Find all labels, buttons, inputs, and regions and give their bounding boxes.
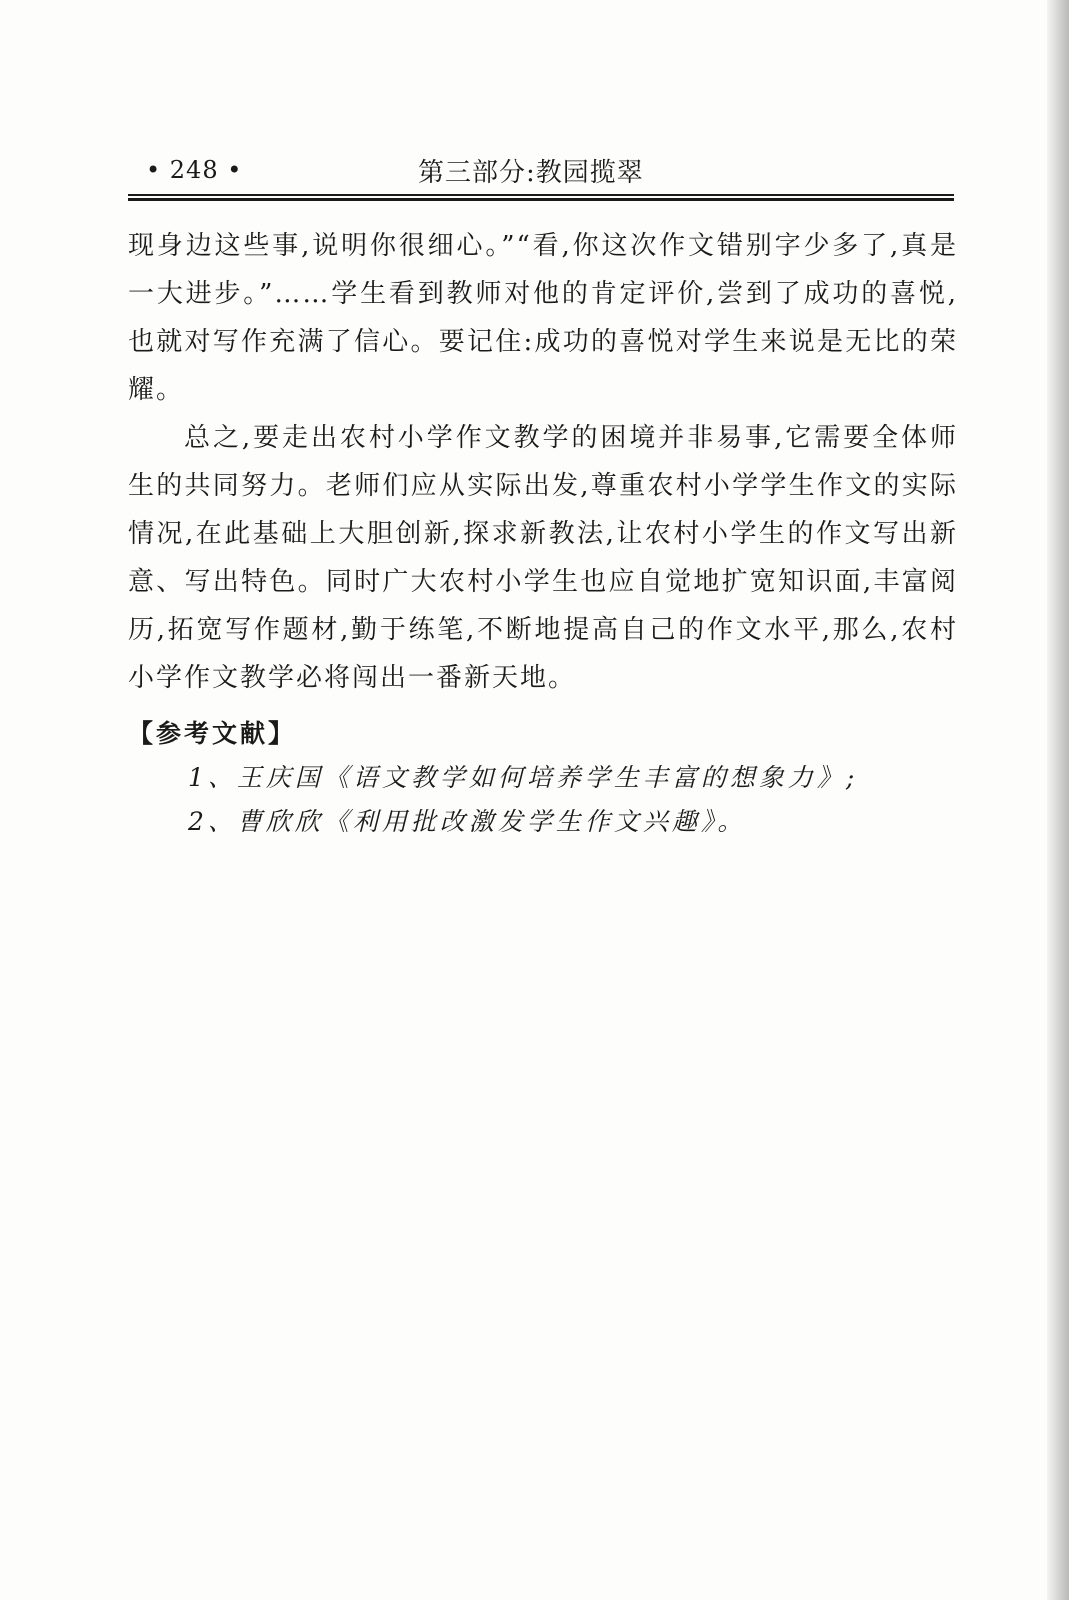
page-header: [128, 150, 954, 192]
reference-item-1: 1、王庆国《语文教学如何培养学生丰富的想象力》;: [188, 763, 859, 792]
running-title: 第三部分:教园揽翠: [418, 158, 644, 188]
reference-item-2: 2、曹欣欣《利用批改激发学生作文兴趣》。: [188, 807, 747, 836]
page-edge-shadow: [1047, 0, 1069, 1600]
body-text: [128, 222, 958, 702]
paragraph-conclusion: 总之,要走出农村小学作文教学的困境并非易事,它需要全体师生的共同努力。老师们应从实际出发,尊重农村小学学生作文的实际情况,在此基础上大胆创新,探求新教法,让农村小学生的作文写出新意、写出特色。同时广大农村小学生也应自觉地扩宽知识面,丰富阅历,拓宽写作题材,勤于练笔,不断地提高自己的作文水平,那么,农村小学作文教学必将闯出一番新天地。: [128, 423, 958, 693]
references-heading: 【参考文献】: [128, 719, 297, 748]
paragraph-continued: 现身边这些事,说明你很细心。”“看,你这次作文错别字少多了,真是一大进步。”……学生看到教师对他的肯定评价,尝到了成功的喜悦,也就对写作充满了信心。要记住:成功的喜悦对学生来说是无比的荣耀。: [128, 231, 958, 405]
page-number: • 248 •: [146, 156, 243, 184]
references-section: [128, 712, 958, 844]
header-rule-thin: [128, 194, 954, 196]
header-rule-thick: [128, 198, 954, 201]
